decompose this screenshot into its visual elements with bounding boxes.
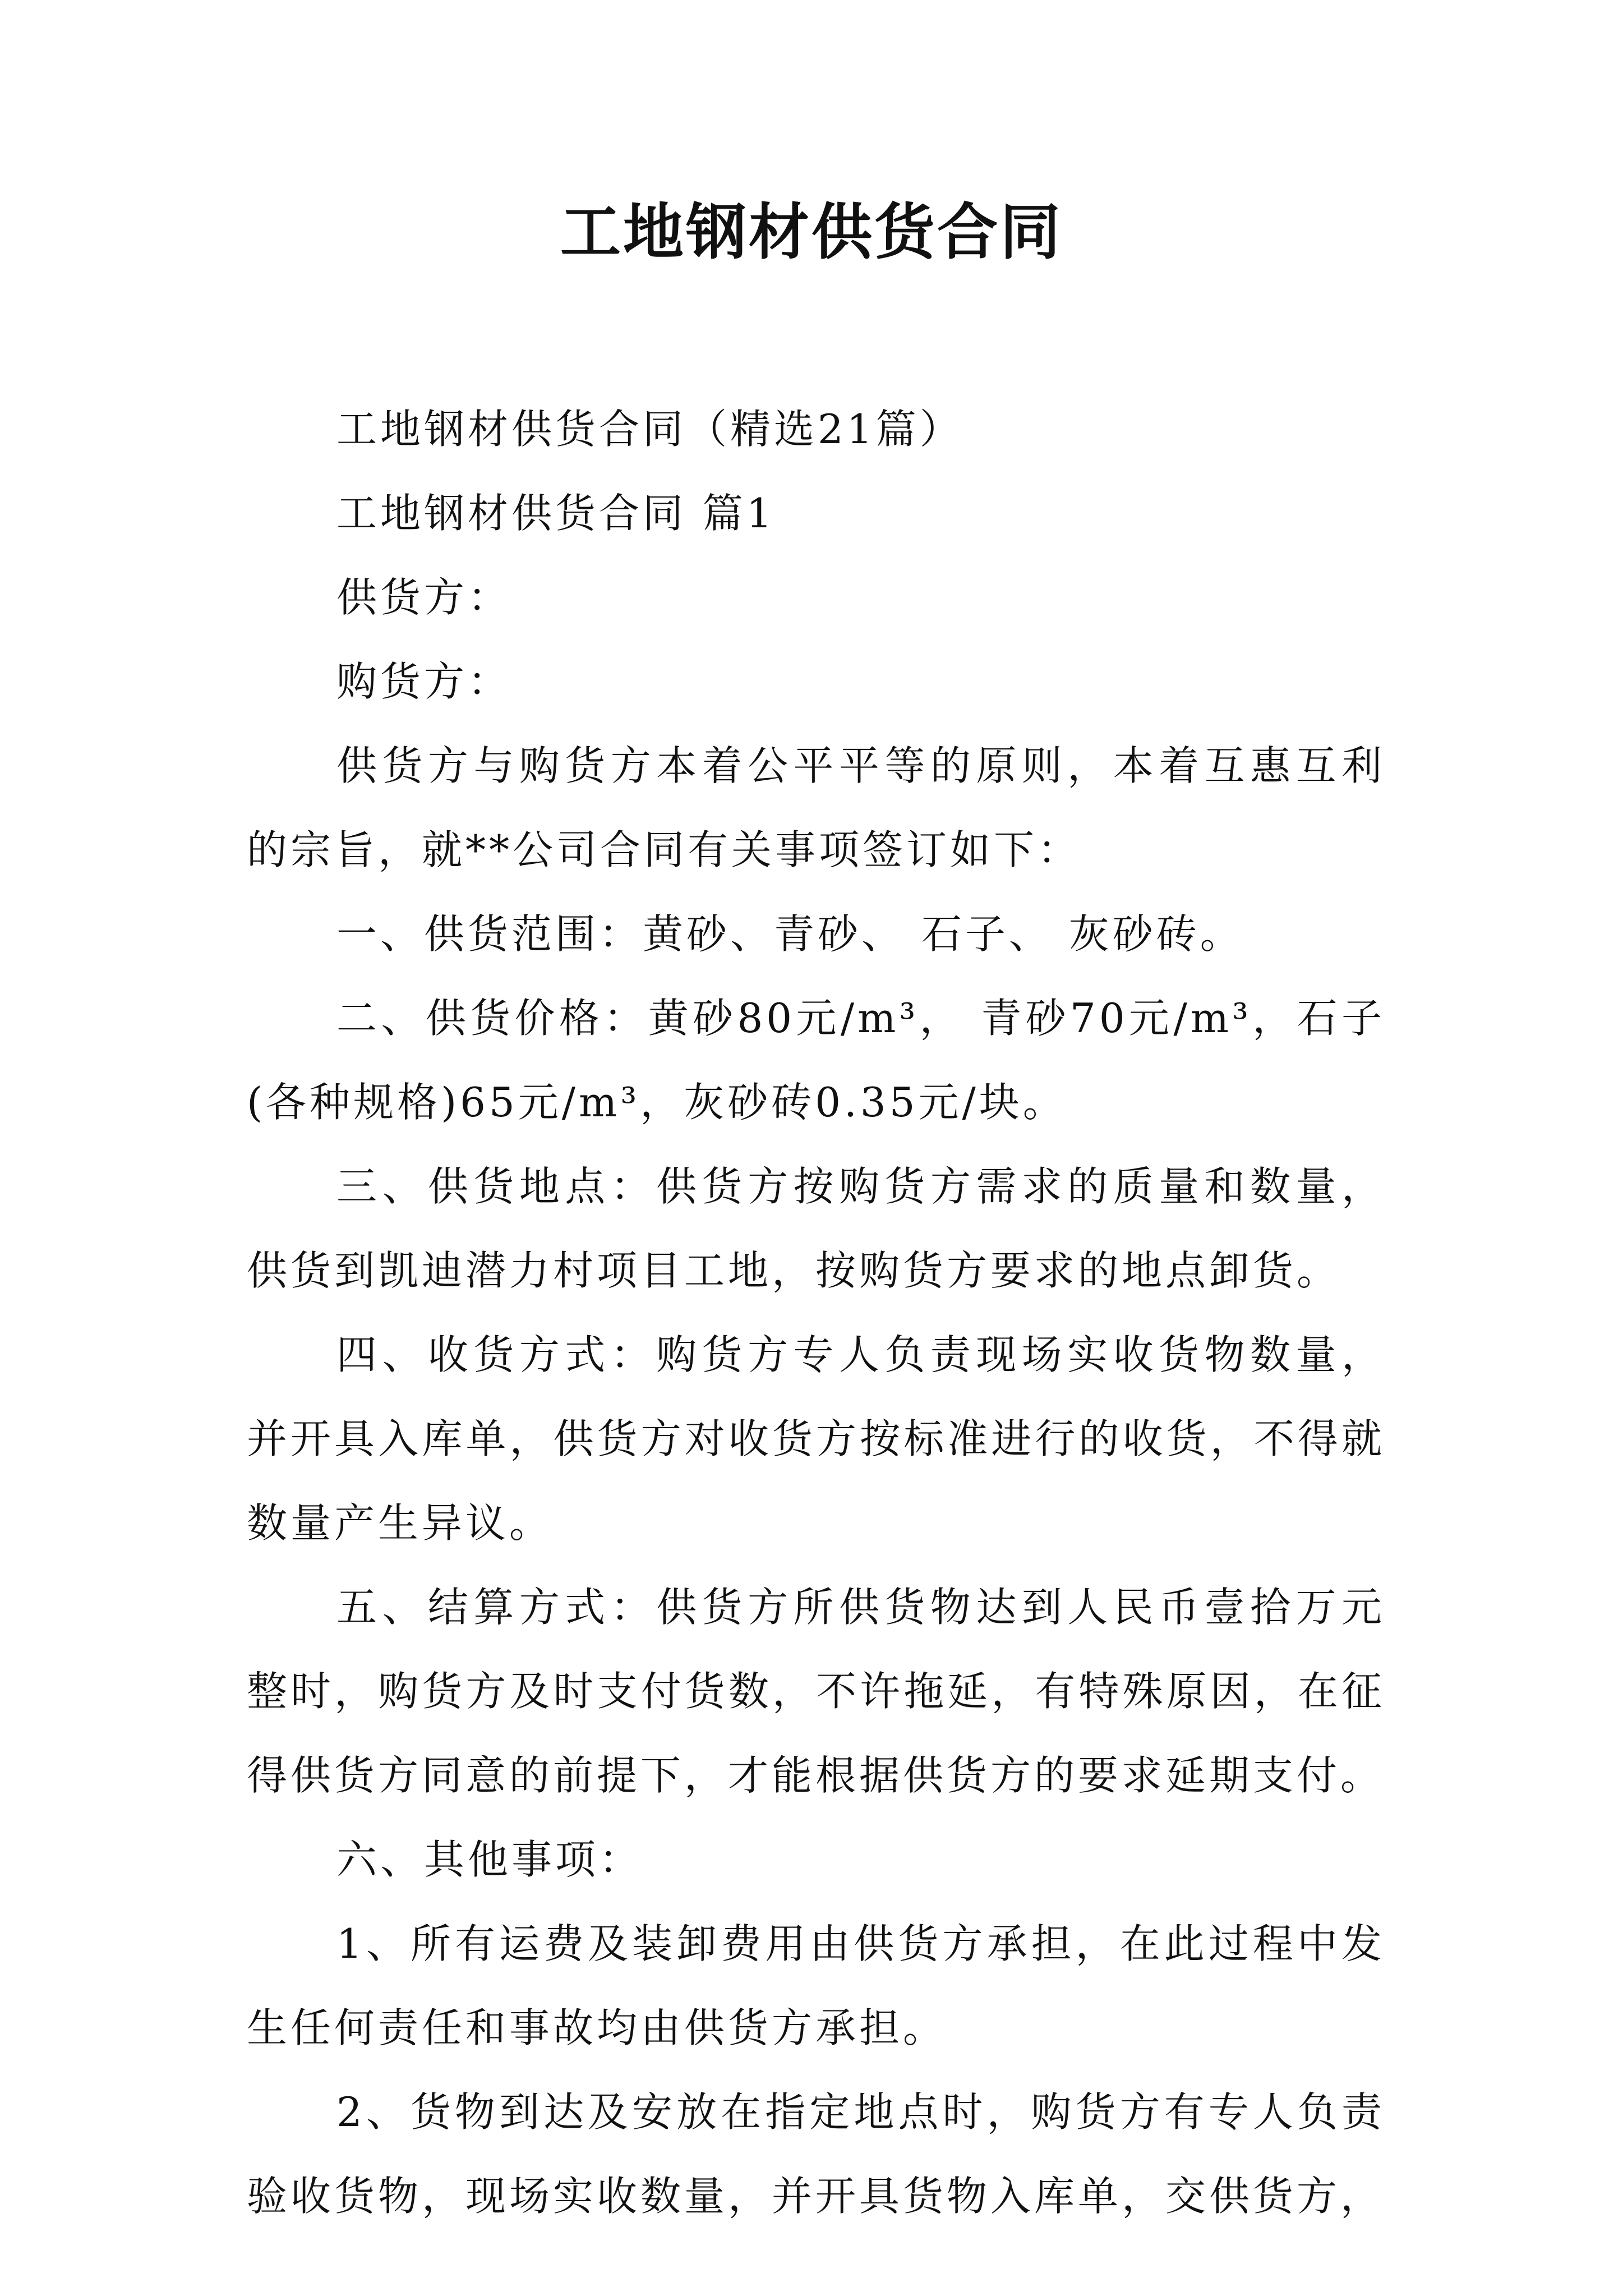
paragraph: 四、收货方式：购货方专人负责现场实收货物数量，并开具入库单，供货方对收货方按标准进行的收货，不得就数量产生异议。 [247,1331,1385,1547]
document-body [247,387,1385,2238]
paragraph: 工地钢材供货合同 篇1 [336,490,776,537]
paragraph: 六、其他事项： [336,1836,643,1883]
paragraph: 1、所有运费及装卸费用由供货方承担，在此过程中发生任何责任和事故均由供货方承担。 [247,1920,1385,2051]
paragraph: 工地钢材供货合同（精选21篇） [336,406,963,453]
paragraph: 三、供货地点：供货方按购货方需求的质量和数量，供货到凯迪潜力村项目工地，按购货方要求的地点卸货。 [247,1163,1385,1294]
paragraph: 二、供货价格：黄砂80元/m³， 青砂70元/m³，石子(各种规格)65元/m³，灰砂砖0.35元/块。 [247,995,1385,1126]
paragraph: 一、供货范围：黄砂、青砂、 石子、 灰砂砖。 [336,910,1244,958]
paragraph: 供货方与购货方本着公平平等的原则，本着互惠互利的宗旨，就**公司合同有关事项签订如下： [247,742,1385,873]
paragraph: 供货方： [336,574,512,621]
paragraph: 五、结算方式：供货方所供货物达到人民币壹拾万元整时，购货方及时支付货数，不许拖延，有特殊原因，在征得供货方同意的前提下，才能根据供货方的要求延期支付。 [247,1584,1385,1799]
document-title: 工地钢材供货合同 [560,197,1063,268]
paragraph: 2、货物到达及安放在指定地点时，购货方有专人负责验收货物，现场实收数量，并开具货物入库单，交供货方， [247,2088,1385,2220]
paragraph: 购货方： [336,658,512,705]
